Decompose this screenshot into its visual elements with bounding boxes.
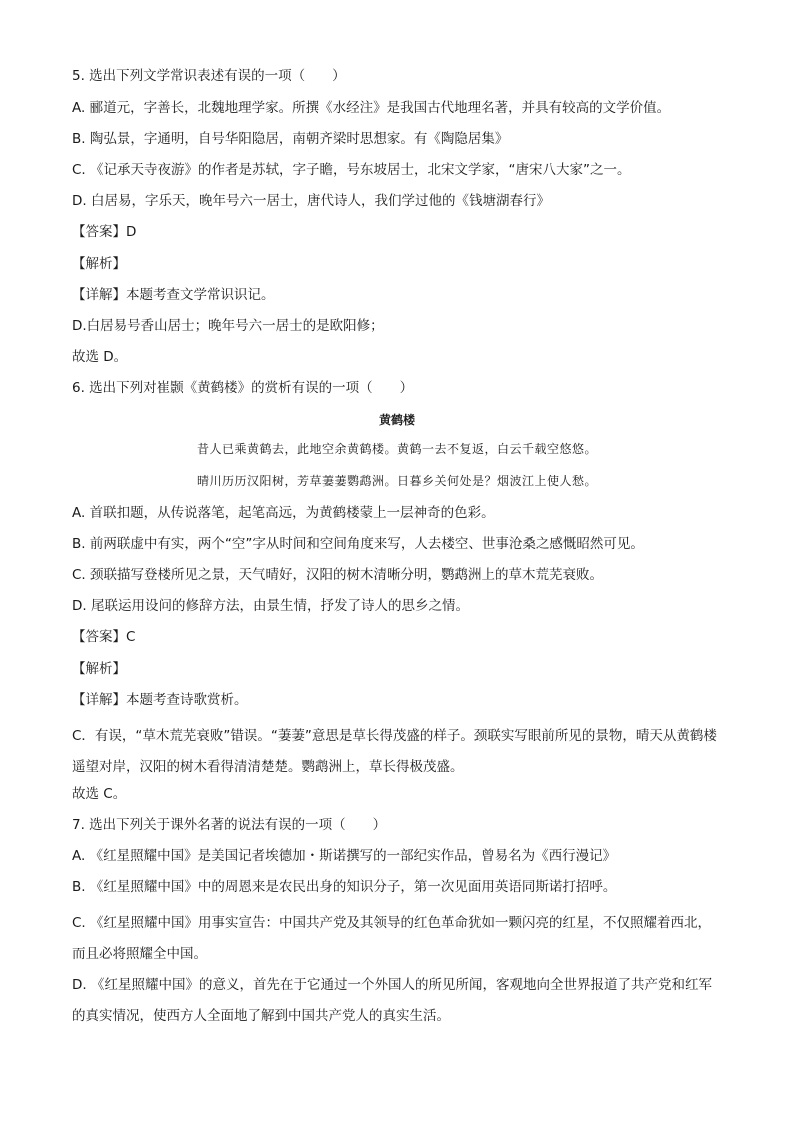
q6-choose: 故选 C。: [72, 786, 127, 802]
q6-option-b: B. 前两联虚中有实，两个“空”字从时间和空间角度来写，人去楼空、世事沧桑之感慨昭然可见。: [72, 536, 644, 552]
q5-detail: 【详解】本题考查文学常识识记。: [72, 287, 275, 303]
q5-option-c: C. 《记承天寺夜游》的作者是苏轼，字子瞻，号东坡居士，北宋文学家，“唐宋八大家”之一。: [72, 162, 631, 178]
q6-option-c: C. 颈联描写登楼所见之景，天气晴好，汉阳的树木清晰分明，鹦鹉洲上的草木荒芜衰败。: [72, 567, 604, 583]
q6-analysis-label: 【解析】: [72, 661, 126, 677]
q6-option-d: D. 尾联运用设问的修辞方法，由景生情，抒发了诗人的思乡之情。: [72, 598, 469, 614]
q7-option-b: B. 《红星照耀中国》中的周恩来是农民出身的知识分子，第一次见面用英语同斯诺打招呼。: [72, 879, 617, 895]
q6-stem: 6. 选出下列对崔颢《黄鹤楼》的赏析有误的一项（ ）: [72, 380, 414, 396]
q5-stem: 5. 选出下列文学常识表述有误的一项（ ）: [72, 68, 346, 84]
q7-stem: 7. 选出下列关于课外名著的说法有误的一项（ ）: [72, 817, 387, 833]
poem-title: 黄鹤楼: [378, 413, 415, 427]
q7-option-d: D. 《红星照耀中国》的意义，首先在于它通过一个外国人的所见所闻，客观地向全世界报道了共产党和红军的真实情况，使西方人全面地了解到中国共产党人的真实生活。: [72, 977, 712, 1024]
poem-line-2: 晴川历历汉阳树，芳草萋萋鹦鹉洲。日暮乡关何处是？烟波江上使人愁。: [196, 474, 597, 488]
q5-option-d: D. 白居易，字乐天，晚年号六一居士，唐代诗人，我们学过他的《钱塘湖春行》: [72, 193, 550, 209]
q5-analysis-label: 【解析】: [72, 256, 126, 272]
q7-option-c: C. 《红星照耀中国》用事实宣告：中国共产党及其领导的红色革命犹如一颗闪亮的红星，不仅照耀着西北，而且必将照耀全中国。: [72, 915, 712, 962]
q5-answer: 【答案】D: [72, 224, 137, 240]
poem-line-1: 昔人已乘黄鹤去，此地空余黄鹤楼。黄鹤一去不复返，白云千载空悠悠。: [196, 442, 597, 456]
q5-option-a: A. 郦道元，字善长，北魏地理学家。所撰《水经注》是我国古代地理名著，并具有较高的文学价值。: [72, 100, 671, 116]
q5-explanation: D.白居易号香山居士；晚年号六一居士的是欧阳修；: [72, 318, 384, 334]
q5-option-b: B. 陶弘景，字通明，自号华阳隐居，南朝齐梁时思想家。有《陶隐居集》: [72, 131, 509, 147]
q6-answer: 【答案】C: [72, 629, 136, 645]
q5-choose: 故选 D。: [72, 349, 128, 365]
q6-explanation: C．有误，“草木荒芜衰败”错误。“萋萋”意思是草长得茂盛的样子。颈联实写眼前所见的景物，晴天从黄鹤楼遥望对岸，汉阳的树木看得清清楚楚。鹦鹉洲上，草长得极茂盛。: [72, 728, 717, 775]
q7-option-a: A. 《红星照耀中国》是美国记者埃德加・斯诺撰写的一部纪实作品，曾易名为《西行漫记》: [72, 848, 617, 864]
q6-detail: 【详解】本题考查诗歌赏析。: [72, 692, 248, 708]
q6-option-a: A. 首联扣题，从传说落笔，起笔高远，为黄鹤楼蒙上一层神奇的色彩。: [72, 505, 495, 521]
